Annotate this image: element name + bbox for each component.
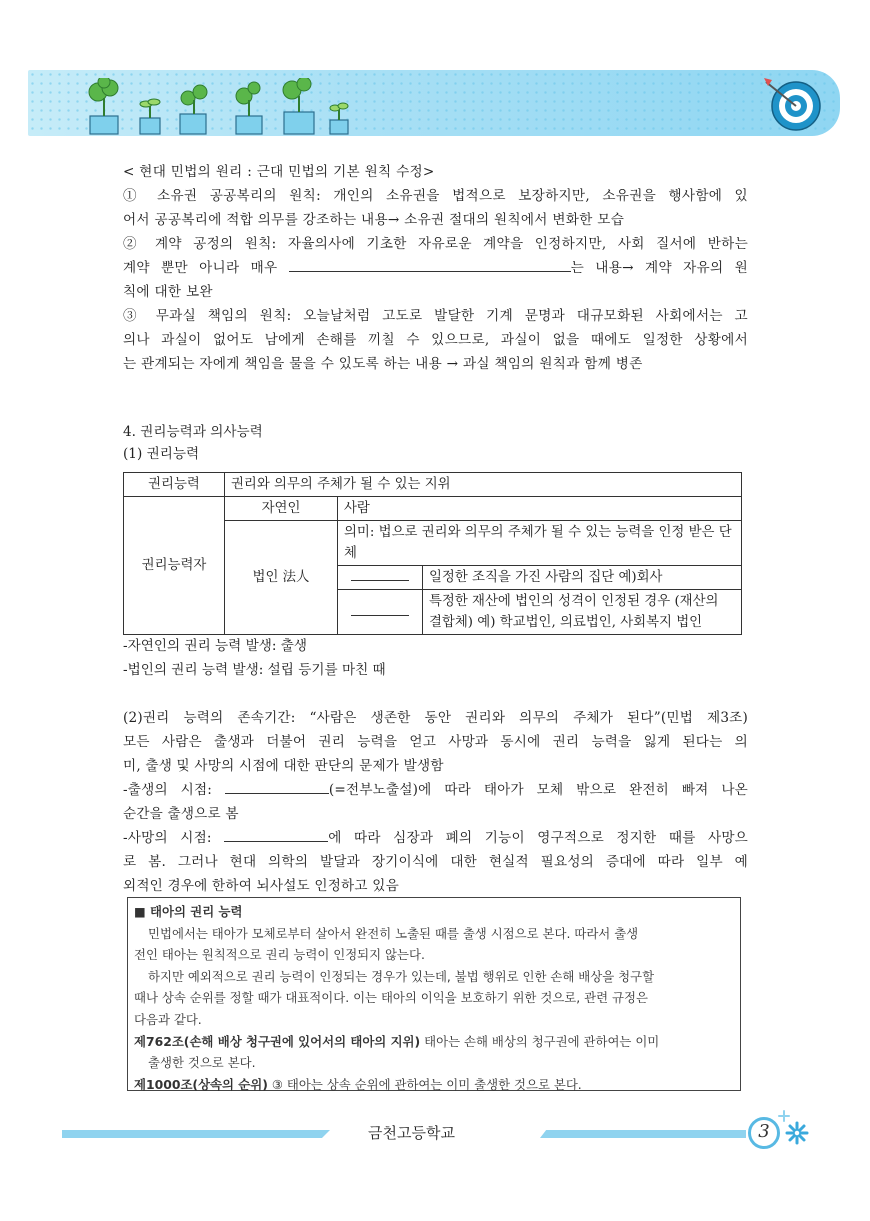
note-line: -자연인의 권리 능력 발생: 출생: [123, 638, 308, 654]
text-fragment: 는 내용→ 계약 자유의 원: [570, 260, 748, 276]
table-cell: 일정한 조직을 가진 사람의 집단 예)회사: [423, 566, 742, 590]
table-cell: 권리능력: [124, 473, 225, 497]
small-star-icon: [778, 1110, 790, 1122]
text-line: 로 봄. 그러나 현대 의학의 발달과 장기이식에 대한 현실적 필요성의 증대에 따라 일부 예: [123, 854, 748, 870]
flower-icon: [784, 1120, 810, 1146]
text-fragment: -출생의 시점:: [123, 782, 225, 798]
legal-capacity-table: [123, 472, 742, 635]
text-line: (2)권리 능력의 존속기간: “사람은 생존한 동안 권리와 의무의 주체가 된다”(민법 제3조): [123, 710, 748, 726]
text-fragment: 계약 뿐만 아니라 매우: [123, 260, 289, 276]
capacity-notes: [123, 634, 386, 682]
box-text: 전인 태아는 원칙적으로 권리 능력이 인정되지 않는다.: [134, 947, 425, 963]
answer-blank[interactable]: [289, 256, 571, 272]
table-cell: [338, 590, 423, 635]
modern-civil-law-section: [123, 160, 748, 376]
answer-blank[interactable]: [224, 826, 328, 842]
article-title: 제1000조(상속의 순위): [134, 1076, 268, 1092]
text-line: ③ 무과실 책임의 원칙: 오늘날처럼 고도로 발달한 기계 문명과 대규모화된 사회에서는 고: [123, 308, 748, 324]
section-4-title: 4. 권리능력과 의사능력: [123, 424, 263, 440]
text-line: 칙에 대한 보완: [123, 284, 213, 300]
text-line-with-blank: [123, 826, 748, 850]
table-cell: 특정한 재산에 법인의 성격이 인정된 경우 (재산의 결합체) 예) 학교법인, 의료법인, 사회복지 법인: [423, 590, 742, 635]
fetus-capacity-box: [127, 897, 741, 1091]
box-text: 출생한 것으로 본다.: [148, 1055, 256, 1071]
box-title: ■ 태아의 권리 능력: [134, 904, 243, 919]
table-cell: 권리와 의무의 주체가 될 수 있는 지위: [225, 473, 742, 497]
table-cell: 의미: 법으로 권리와 의무의 주체가 될 수 있는 능력을 인정 받은 단체: [338, 521, 742, 566]
table-cell: [338, 566, 423, 590]
header-banner: [28, 70, 840, 136]
text-line: 순간을 출생으로 봄: [123, 806, 239, 822]
text-line: 외적인 경우에 한하여 뇌사설도 인정하고 있음: [123, 878, 399, 894]
article-762: [134, 1031, 734, 1053]
page-footer: [0, 1110, 870, 1160]
subsection-1-title: (1) 권리능력: [123, 446, 200, 462]
answer-blank[interactable]: [351, 603, 409, 616]
answer-blank[interactable]: [351, 568, 409, 581]
article-1000: [134, 1074, 734, 1096]
table-cell: 사람: [338, 497, 742, 521]
answer-blank[interactable]: [225, 778, 329, 794]
text-line: ② 계약 공정의 원칙: 자율의사에 기초한 자유로운 계약을 인정하지만, 사회 질서에 반하는: [123, 236, 748, 252]
target-icon: [762, 76, 822, 132]
page-number: 3: [748, 1117, 780, 1149]
text-line: 모든 사람은 출생과 더불어 권리 능력을 얻고 사망과 동시에 권리 능력을 잃게 된다는 의: [123, 734, 748, 750]
article-title: 제762조(손해 배상 청구권에 있어서의 태아의 지위): [134, 1033, 421, 1049]
article-text: ③ 태아는 상속 순위에 관하여는 이미 출생한 것으로 본다.: [267, 1076, 582, 1092]
article-text: 태아는 손해 배상의 청구권에 관하여는 이미: [420, 1033, 660, 1049]
text-line: 미, 출생 및 사망의 시점에 대한 판단의 문제가 발생함: [123, 758, 444, 774]
table-cell: 법인 法人: [225, 521, 338, 635]
text-line: 어서 공공복리에 적합 의무를 강조하는 내용→ 소유권 절대의 원칙에서 변화한 모습: [123, 212, 625, 228]
box-text: 때나 상속 순위를 정할 때가 대표적이다. 이는 태아의 이익을 보호하기 위한 것으로, 관련 규정은: [134, 990, 648, 1006]
capacity-duration-section: [123, 706, 748, 898]
table-cell: 자연인: [225, 497, 338, 521]
text-line: ① 소유권 공공복리의 원칙: 개인의 소유권을 법적으로 보장하지만, 소유권을 행사함에 있: [123, 188, 748, 204]
text-fragment: 에 따라 심장과 폐의 기능이 영구적으로 정지한 때를 사망으: [328, 830, 749, 846]
school-name: 금천고등학교: [368, 1124, 455, 1142]
box-text: 하지만 예외적으로 권리 능력이 인정되는 경우가 있는데, 불법 행위로 인한 손해 배상을 청구할: [148, 968, 655, 984]
plant-pots-illustration: [68, 78, 368, 136]
text-line: 는 관계되는 자에게 책임을 물을 수 있도록 하는 내용 → 과실 책임의 원칙과 함께 병존: [123, 356, 643, 372]
text-line-with-blank: [123, 256, 748, 280]
table-cell: 권리능력자: [124, 497, 225, 635]
box-text: 민법에서는 태아가 모체로부터 살아서 완전히 노출된 때를 출생 시점으로 본다. 따라서 출생: [148, 925, 639, 941]
text-line: 의나 과실이 없어도 남에게 손해를 끼칠 수 있으므로, 과실이 없을 때에도 일정한 상황에서: [123, 332, 748, 348]
box-text: 다음과 같다.: [134, 1011, 202, 1027]
footer-bar-right: [540, 1130, 746, 1138]
text-line-with-blank: [123, 778, 748, 802]
note-line: -법인의 권리 능력 발생: 설립 등기를 마친 때: [123, 662, 386, 678]
footer-bar-left: [62, 1130, 330, 1138]
section-heading: < 현대 민법의 원리 : 근대 민법의 기본 원칙 수정>: [123, 164, 435, 180]
text-fragment: -사망의 시점:: [123, 830, 225, 846]
text-fragment: (=전부노출설)에 따라 태아가 모체 밖으로 완전히 빠져 나온: [328, 782, 748, 798]
